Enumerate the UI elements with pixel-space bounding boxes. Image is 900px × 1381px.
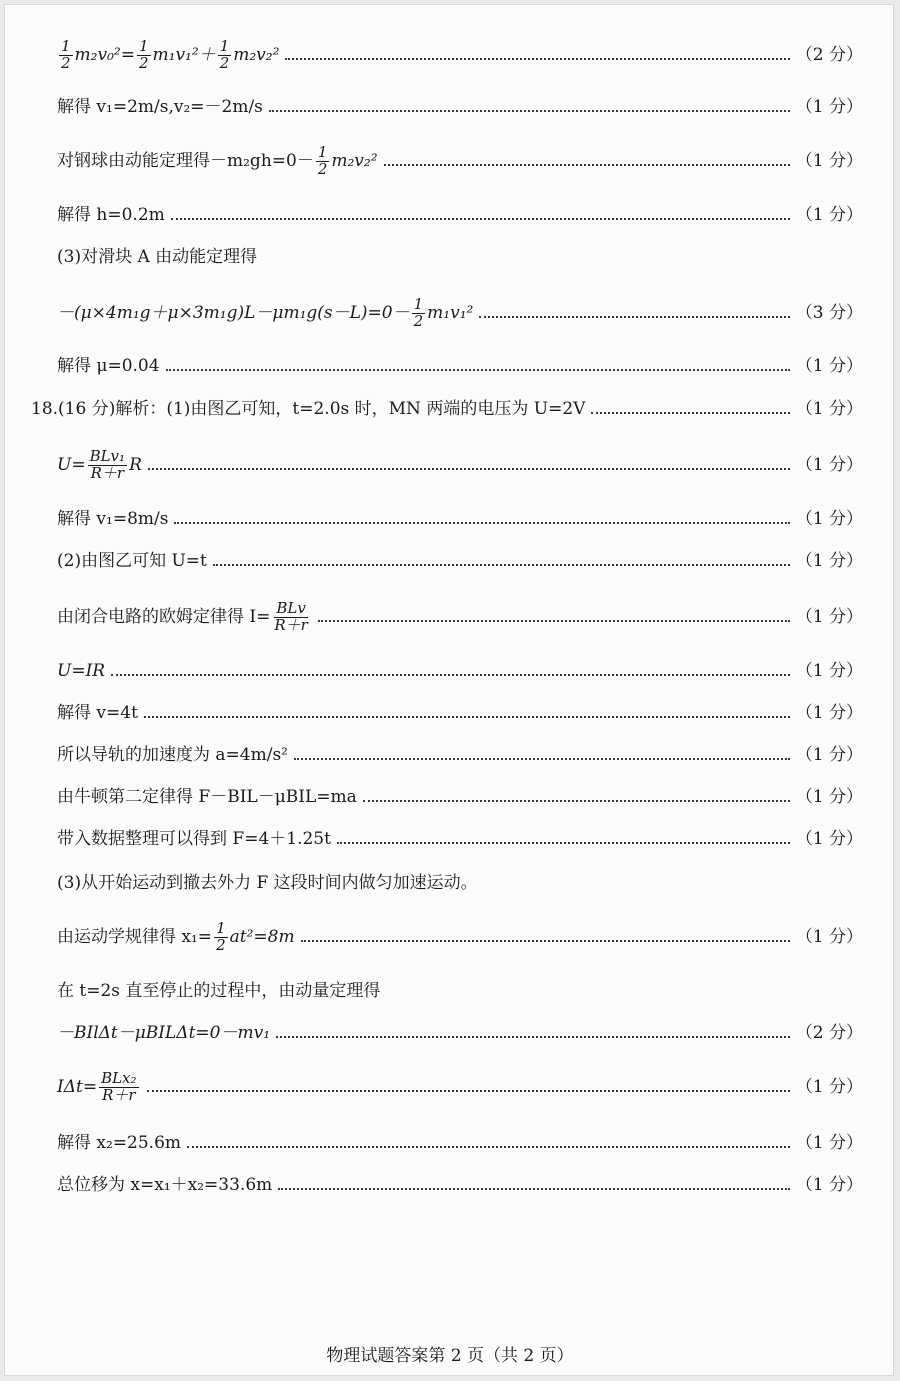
answer-line [57, 95, 863, 119]
dot-leader [166, 367, 790, 371]
dot-leader [147, 1088, 790, 1092]
score-label: （1 分） [795, 454, 863, 475]
dot-leader [269, 108, 790, 112]
answer-text: (3)从开始运动到撤去外力 F 这段时间内做匀加速运动。 [57, 872, 478, 893]
equation: 由运动学规律得 x₁= $\frac{1}{2}$ at²=8m [57, 918, 295, 954]
answer-text: 带入数据整理可以得到 F=4＋1.25t [57, 828, 331, 849]
score-label: （1 分） [795, 606, 863, 627]
answer-text: 解得 h=0.2m [57, 204, 165, 225]
dot-leader [174, 520, 789, 524]
answer-text: 解得 v₁=2m/s,v₂=－2m/s [57, 96, 263, 117]
answer-line [57, 871, 863, 895]
dot-leader [384, 162, 790, 166]
answer-page [4, 4, 894, 1376]
answer-line [57, 979, 863, 1003]
score-label: （1 分） [795, 786, 863, 807]
fraction: $\frac{1}{2}$ [61, 36, 71, 72]
answer-line-eq6 [57, 915, 863, 959]
answer-text: U=IR [57, 660, 106, 681]
dot-leader [278, 1186, 790, 1190]
answer-line [57, 659, 863, 683]
score-label: （1 分） [795, 828, 863, 849]
answer-line-eq2 [57, 141, 863, 181]
dot-leader [285, 56, 789, 60]
fraction: $\frac{\text{BLx₂}}{R+r}$ [101, 1068, 137, 1104]
fraction: $\frac{1}{2}$ [216, 918, 226, 954]
score-label: （1 分） [795, 508, 863, 529]
answer-text: 总位移为 x=x₁＋x₂=33.6m [57, 1174, 273, 1195]
dot-leader [591, 410, 789, 414]
page-footer: 物理试题答案第 2 页（共 2 页） [326, 1346, 574, 1366]
score-label: （2 分） [795, 44, 863, 65]
score-label: （1 分） [795, 702, 863, 723]
dot-leader [171, 216, 790, 220]
answer-line [57, 785, 863, 809]
fraction: $\frac{1}{2}$ [138, 36, 149, 72]
answer-line-eq1 [57, 35, 863, 75]
equation: U= $\frac{\text{BLv₁}}{R+r}$ R [57, 446, 142, 482]
dot-leader [148, 466, 790, 470]
dot-leader [187, 1144, 790, 1148]
answer-line [57, 549, 863, 573]
answer-line [57, 203, 863, 227]
answer-line [57, 701, 863, 725]
answer-line-eq3 [57, 293, 863, 333]
score-label: （1 分） [795, 744, 863, 765]
answer-line [57, 507, 863, 531]
score-label: （1 分） [795, 355, 863, 376]
answer-text: 解得 v₁=8m/s [57, 508, 169, 529]
dot-leader [294, 756, 790, 760]
score-label: （1 分） [795, 1132, 863, 1153]
score-label: （1 分） [795, 96, 863, 117]
dot-leader [213, 562, 790, 566]
fraction: $\frac{1}{2}$ [413, 294, 424, 330]
score-label: （1 分） [795, 150, 863, 171]
answer-text: 解得 x₂=25.6m [57, 1132, 182, 1153]
answer-text: 在 t=2s 直至停止的过程中，由动量定理得 [57, 980, 381, 1001]
answer-line-q18 [31, 397, 863, 421]
score-label: （1 分） [795, 926, 863, 947]
answer-line [57, 827, 863, 851]
answer-text: 由牛顿第二定律得 F－BIL－μBIL=ma [57, 786, 357, 807]
equation: 对钢球由动能定理得－m₂gh=0－ $\frac{1}{2}$ m₂v₂² [57, 142, 378, 178]
dot-leader [276, 1034, 790, 1038]
answer-line [57, 743, 863, 767]
dot-leader [144, 714, 790, 718]
answer-text: 所以导轨的加速度为 a=4m/s² [57, 744, 288, 765]
score-label: （1 分） [795, 1076, 863, 1097]
answer-text: 18.(16 分)解析：(1)由图乙可知，t=2.0s 时，MN 两端的电压为 U=2V [31, 398, 586, 419]
equation: 由闭合电路的欧姆定律得 I= $\frac{\text{BLv}}{R+r}$ [57, 598, 308, 634]
dot-leader [301, 938, 790, 942]
answer-line [57, 1173, 863, 1197]
dot-leader [318, 618, 790, 622]
score-label: （1 分） [795, 660, 863, 681]
answer-text: (2)由图乙可知 U=t [57, 550, 207, 571]
answer-line [57, 245, 863, 269]
answer-text: －BIlΔt－μBILΔt=0－mv₁ [57, 1022, 271, 1043]
score-label: （1 分） [795, 398, 863, 419]
answer-line [57, 1021, 863, 1045]
dot-leader [363, 798, 790, 802]
fraction: $\frac{1}{2}$ [219, 36, 230, 72]
answer-line [57, 354, 863, 378]
score-label: （1 分） [795, 1174, 863, 1195]
answer-text: 解得 v=4t [57, 702, 138, 723]
answer-text: (3)对滑块 A 由动能定理得 [57, 246, 258, 267]
dot-leader [337, 840, 790, 844]
fraction: $\frac{\text{BLv}}{R+r}$ [274, 598, 308, 634]
dot-leader [111, 672, 790, 676]
score-label: （3 分） [795, 302, 863, 323]
fraction: $\frac{\text{BLv₁}}{R+r}$ [89, 446, 126, 482]
dot-leader [479, 314, 789, 318]
answer-line-eq4 [57, 443, 863, 487]
answer-text: 解得 μ=0.04 [57, 355, 160, 376]
score-label: （2 分） [795, 1022, 863, 1043]
equation: $\frac{1}{2}$ m₂v₀²= $\frac{1}{2}$ m₁v₁²＋ $\frac{1}{2}$ m₂v₂² [61, 36, 280, 72]
equation: IΔt= $\frac{\text{BLx₂}}{R+r}$ [57, 1068, 137, 1104]
equation: －(μ×4m₁g＋μ×3m₁g)L－μm₁g(s－L)=0－ $\frac{1}{2}$ m₁v₁² [57, 294, 474, 330]
answer-line-eq7 [57, 1065, 863, 1109]
fraction: $\frac{1}{2}$ [317, 142, 328, 178]
score-label: （1 分） [795, 550, 863, 571]
answer-line [57, 1131, 863, 1155]
score-label: （1 分） [795, 204, 863, 225]
answer-line-eq5 [57, 595, 863, 639]
